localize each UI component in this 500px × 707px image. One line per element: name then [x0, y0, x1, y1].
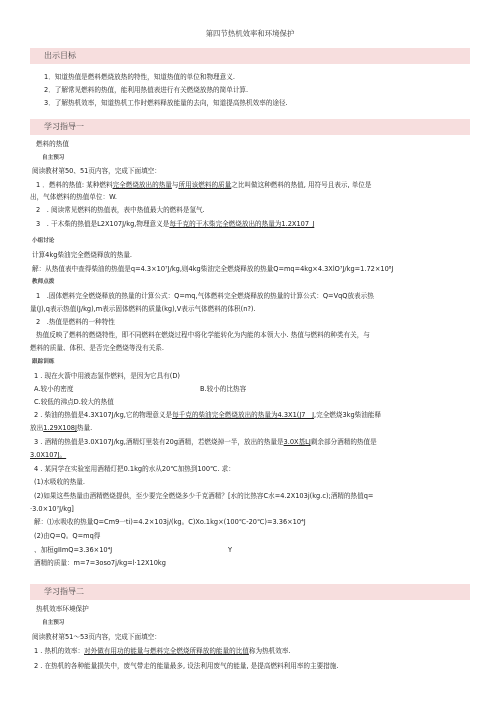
paragraph: 阅读教材第51～53页内容，完成下面填空： [32, 633, 161, 641]
exercise-3: 3 . 酒精的热值是3.0X107J/kg,酒精灯里装有20g酒精，若燃烧掉一半，放出的热量是3.0X基LJ剩余部分酒精的热值是 [34, 438, 377, 446]
goal-item: 3．了解热机效率，知道热机工作时燃料释放能量的去向，知道提高热机效率的途径. [44, 99, 288, 107]
subheading: 跟踪训练 [32, 359, 55, 365]
section-header-guide-1 [30, 119, 470, 135]
exercise-4: 4 . 某同学在实验室用酒精灯把0.1kg的水从20℃加热到100℃. 求： [34, 465, 235, 473]
subheading: 教师点拨 [32, 279, 55, 285]
exercise-2: 2 . 柴油的热值是4.3X107J/kg,它的物理意义是每千克的柴油完全燃烧放出的热量为4.3X1(J7__J,完全燃烧3kg柴油能释 [34, 411, 382, 419]
subheading: 自主预习 [42, 620, 65, 626]
subheading: 自主预习 [42, 155, 65, 161]
paragraph: 阅读教材第50、51页内容，完成下面填空： [32, 167, 161, 175]
paragraph: 2 .热值是燃料的一种特性 [36, 318, 115, 326]
exercise-3-cont: 3.0X107J。 [30, 451, 67, 459]
paragraph: (2)如果这些热量由酒精燃烧提供，至少要完全燃烧多少千克酒精？[水的比热容C水=4.2X103j(kg.c);酒精的热值q= [34, 492, 374, 500]
subheading: 小组讨论 [32, 238, 55, 244]
topic-heading: 燃料的热值 [36, 140, 69, 148]
paragraph: 热值反映了燃料的燃烧特性，即不同燃料在燃烧过程中将化学能转化为内能的本领大小. 热值与燃料的种类有关，与 [36, 331, 370, 339]
topic-heading: 热机效率环境保护 [36, 605, 89, 613]
solution: 酒精的质量：m=7=3oso7j/kg=l·12X10kg [34, 559, 166, 567]
paragraph: 计算4kg柴油完全燃烧释放的热量. [32, 251, 133, 259]
goal-item: 1．知道热值是燃料燃烧放热的特性，知道热值的单位和物理意义. [44, 73, 235, 81]
paragraph: (1)水吸收的热量. [34, 478, 85, 486]
solution-mark: Y [228, 546, 233, 554]
solution: 、加桓gIImQ=3.36×10⁴J [34, 546, 113, 554]
question-1: 1 ．燃料的热值: 某种燃料完全燃烧放出的热量与所用该燃料的质量之比叫做这种燃料的热值, 用符号且表示, 单位是 [36, 181, 372, 189]
section-header-label: 学习指导一 [44, 122, 84, 131]
section-header-label: 学习指导二 [44, 587, 84, 596]
option-a: A.较小的密度 [34, 385, 74, 393]
section-header-goals [30, 48, 470, 64]
solution: (2)由Q=Q。Q=mq得 [34, 532, 101, 540]
paragraph: 量(J),q表示热值(J/kg),m表示固体燃料的质量(kg),V表示气体燃料的体积(n?). [30, 305, 256, 313]
paragraph: 燃料的质量、体积、是否完全燃烧等没有关系. [30, 344, 164, 352]
paragraph: 1 .固体燃料完全燃烧释放的热量的计算公式：Q=mq,气体燃料完全燃烧释放的热量的计算公式：Q=VqQ放表示热 [36, 292, 374, 300]
section-header-label: 出示目标 [44, 51, 76, 60]
paragraph: 解：从热值表中查得柴油的热值是q=4.3×10⁷J/kg,则4kg柴油完全燃烧释放的热量Q=mq=4kg×4.3XlO⁷J/kg=1.72×10⁸J [32, 265, 394, 273]
option-b: B.较小的比热容 [200, 385, 247, 393]
paragraph: 出，气体燃料的热值单位：W. [30, 193, 117, 201]
exercise-2-cont: 放出1.29X108J热量. [30, 424, 93, 432]
exercise-1: 1 . 现在火箭中用液态氢作燃料，是因为它具有(D) [34, 372, 180, 380]
question-2: 2 . 在热机的各种能量损失中，废气带走的能量最多, 设法利用废气的能量, 是提高燃料利用率的主要措施. [34, 662, 339, 670]
page-title: 第四节热机效率和环境保护 [205, 29, 295, 38]
goal-item: 2．了解常见燃料的热值，能利用热值表进行有关燃烧放热的简单计算. [44, 86, 249, 94]
question-2: 2 . 阅读常见燃料的热值表，表中热值最大的燃料是氢气. [36, 206, 205, 214]
question-3: 3 . 干木柴的热值是L2X107J/kg,物理意义是每千克的干木柴完全燃烧放出的热量为1.2X107_J [36, 220, 315, 228]
paragraph: ·3.0×10⁷J/kg] [30, 505, 74, 513]
section-header-guide-2 [30, 584, 470, 600]
question-1: 1 . 热机的效率：对外做有用功的能量与燃料完全燃烧所释放的能量的比值称为热机效率. [34, 647, 291, 655]
option-cd: C.较低的沸点D.较大的热值 [34, 398, 114, 406]
solution: 解：⑴水吸收的热量Q=Cm9一ti)=4.2×103j/(kg。C)Xo.1kg×(100℃-20℃)=3.36×10⁴J [34, 518, 306, 526]
